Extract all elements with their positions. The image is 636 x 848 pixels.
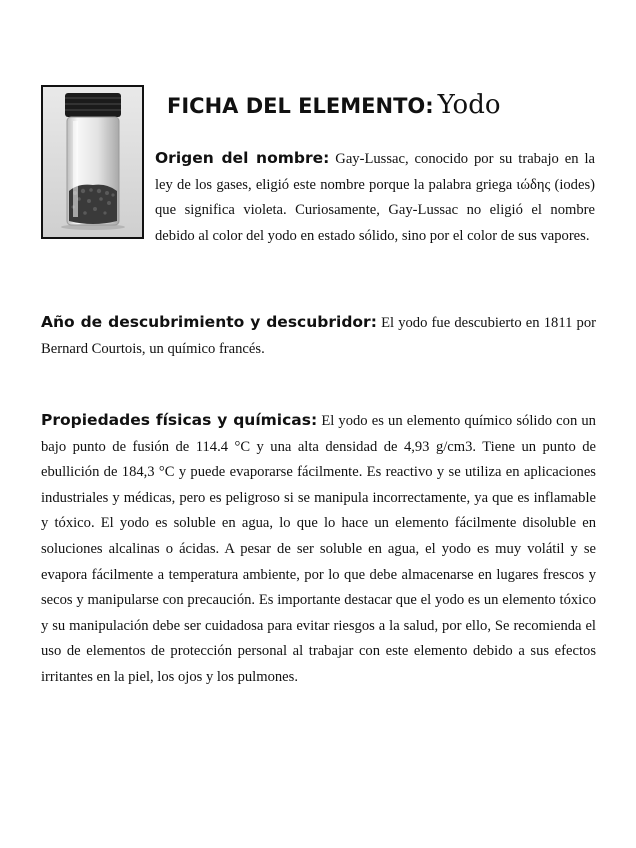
element-name: Yodo	[437, 90, 501, 120]
section-heading: Origen del nombre:	[155, 149, 330, 167]
section-heading: Año de descubrimiento y descubridor:	[41, 313, 377, 331]
section-propiedades	[41, 408, 596, 691]
section-text: El yodo fue descubierto en 1811 por Bernard Courtois, un químico francés.	[41, 315, 596, 357]
title-label: FICHA DEL ELEMENTO:	[167, 94, 434, 118]
iodine-vial-photo	[41, 85, 144, 239]
page-title	[167, 90, 501, 120]
section-text: Gay-Lussac, conocido por su trabajo en la ley de los gases, eligió este nombre porque la palabra griega ιώδης (iodes) que significa violeta. Curiosamente, Gay-Lussac no eligió el nombre debido al color del yodo en estado sólido, sino por el color de sus vapores.	[155, 151, 595, 244]
section-origen	[155, 146, 595, 249]
section-anio	[41, 310, 596, 362]
section-text: El yodo es un elemento químico sólido con un bajo punto de fusión de 114.4 °C y una alta densidad de 4,93 g/cm3. Tiene un punto de ebullición de 184,3 °C y puede evaporarse fácilmente. Es reactivo y se utiliza en aplicaciones industriales y médicas, pero es peligroso si se manipula incorrectamente, ya que es inflamable y tóxico. El yodo es soluble en agua, lo que lo hace un elemento fácilmente disoluble en soluciones alcalinas o ácidas. A pesar de ser soluble en agua, el yodo es muy volátil y se evapora fácilmente a temperatura ambiente, por lo que debe almacenarse en lugares frescos y secos y manipularse con precaución. Es importante destacar que el yodo es un elemento tóxico y su manipulación debe ser cuidadosa para evitar riesgos a la salud, por ello, Se recomienda el uso de elementos de protección personal al trabajar con este elemento debido a sus efectos irritantes en la piel, los ojos y los pulmones.	[41, 413, 596, 685]
section-heading: Propiedades físicas y químicas:	[41, 411, 318, 429]
